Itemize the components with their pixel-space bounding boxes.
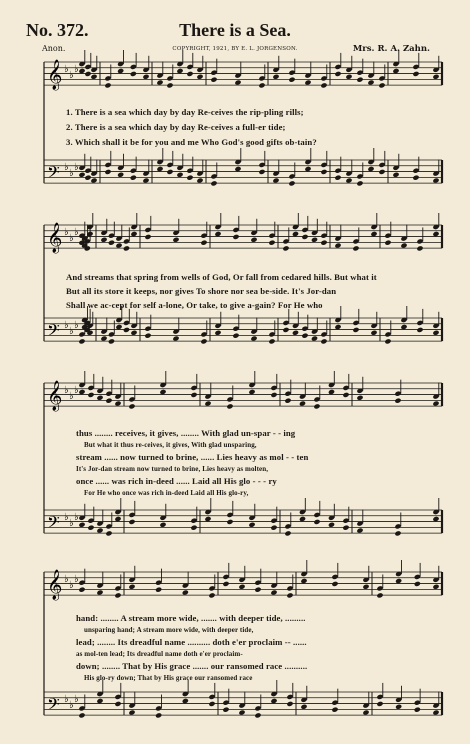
treble-clef-icon: 𝄞 (47, 223, 63, 254)
treble-clef-icon: 𝄞 (47, 60, 63, 91)
note-head (222, 581, 229, 587)
note-head (414, 581, 421, 587)
lyric-line: 3. Which shall it be for you and me Who God's good gifts ob-tain? (66, 137, 317, 147)
note-head (394, 530, 401, 536)
note-head (130, 175, 137, 181)
lyric-line: lead; ........ Its dreadful name .......... doth e'er proclaim -- ...... (76, 637, 307, 647)
note-head (166, 169, 173, 175)
lyric-line: hand: ........ A stream more wide, ....... with deeper tide, ......... (76, 613, 306, 623)
note-head (282, 245, 289, 251)
flat-icon: ♭ (64, 64, 69, 75)
note-head (334, 175, 341, 181)
bass-clef-icon: 𝄢 (47, 320, 60, 345)
note-head (384, 338, 391, 344)
lyric-line: But what it thus re-ceives, it gives, With glad unsparing, (84, 441, 257, 449)
note-head (190, 392, 197, 398)
flat-icon: ♭ (69, 518, 74, 529)
note-head (190, 525, 197, 531)
note-head (222, 707, 229, 713)
bass-clef-icon: 𝄢 (47, 162, 60, 187)
note-head (384, 240, 391, 246)
note-head (166, 82, 173, 88)
note-head (376, 592, 383, 598)
note-head (376, 701, 383, 707)
note-head (352, 327, 359, 333)
note-head (254, 587, 261, 593)
flat-icon: ♭ (74, 694, 79, 705)
note-head (378, 82, 385, 88)
note-head (144, 333, 151, 339)
lyric-line: 2. There is a sea which day by day Re-ceives a full-er tide; (66, 122, 286, 132)
flat-icon: ♭ (69, 391, 74, 402)
lyric-line: It's Jor-dan stream now turned to brine, Lies heavy as molten, (76, 465, 269, 473)
note-head (301, 333, 308, 339)
note-head (331, 581, 338, 587)
note-head (284, 398, 291, 404)
note-head (284, 530, 291, 536)
flat-icon: ♭ (64, 574, 69, 585)
note-head (412, 71, 419, 77)
note-head (394, 398, 401, 404)
note-head (128, 519, 135, 525)
note-head (84, 175, 91, 181)
note-head (78, 338, 85, 344)
lyric-line: 1. There is a sea which day by day Re-ceives the rip-pling rills; (66, 107, 304, 117)
note-head (416, 245, 423, 251)
bass-clef-icon: 𝄢 (47, 694, 60, 719)
note-head (208, 592, 215, 598)
note-head (282, 327, 289, 333)
composer: Mrs. R. A. Zahn. (352, 44, 430, 54)
flat-icon: ♭ (69, 700, 74, 711)
flat-icon: ♭ (74, 64, 79, 75)
lyric-line: once ...... was rich in-deed ...... Laid all His glo - - - ry (76, 476, 277, 486)
lyric-line: as mol-ten lead; Its dreadful name doth e'er proclaim- (76, 650, 243, 658)
note-head (87, 392, 94, 398)
flat-icon: ♭ (64, 512, 69, 523)
note-head (270, 392, 277, 398)
note-head (254, 712, 261, 718)
note-head (414, 707, 421, 713)
note-head (288, 77, 295, 83)
note-head (412, 175, 419, 181)
treble-clef-icon: 𝄞 (47, 570, 63, 601)
treble-clef-icon: 𝄞 (47, 381, 63, 412)
flat-icon: ♭ (74, 320, 79, 331)
flat-icon: ♭ (69, 233, 74, 244)
flat-icon: ♭ (69, 580, 74, 591)
note-head (352, 245, 359, 251)
note-head (226, 519, 233, 525)
flat-icon: ♭ (74, 162, 79, 173)
note-head (210, 77, 217, 83)
note-head (268, 338, 275, 344)
lyric-line: down; ........ That by His grace ....... our ransomed race .......... (76, 661, 308, 671)
note-head (313, 519, 320, 525)
note-head (114, 701, 121, 707)
copyright-line: COPYRIGHT, 1921, BY E. L. JORGENSON. (172, 46, 298, 52)
note-head (104, 82, 111, 88)
note-head (320, 169, 327, 175)
note-head (258, 82, 265, 88)
note-head (210, 180, 217, 186)
note-head (342, 392, 349, 398)
note-head (144, 234, 151, 240)
note-head (416, 327, 423, 333)
note-head (258, 169, 265, 175)
lyric-line: thus ........ receives, it gives, ........ With glad un-spar - - ing (76, 428, 296, 438)
note-head (232, 333, 239, 339)
note-head (270, 525, 277, 531)
note-head (288, 180, 295, 186)
note-head (200, 338, 207, 344)
note-head (268, 240, 275, 246)
note-head (320, 240, 327, 246)
note-head (104, 169, 111, 175)
note-head (87, 525, 94, 531)
note-head (226, 403, 233, 409)
note-head (123, 327, 130, 333)
lyric-line: And streams that spring from wells of God, Or fall from cedared hills. But what it (66, 272, 377, 282)
flat-icon: ♭ (69, 70, 74, 81)
note-head (378, 169, 385, 175)
note-head (301, 234, 308, 240)
note-head (320, 338, 327, 344)
note-head (123, 245, 130, 251)
note-head (331, 707, 338, 713)
flat-icon: ♭ (69, 168, 74, 179)
lyric-line: unsparing hand; A stream more wide, with deeper tide, (84, 626, 254, 634)
note-head (105, 530, 112, 536)
lyric-line: Shall we ac-cept for self a-lone, Or take, to give a-gain? For He who (66, 300, 323, 310)
note-head (342, 525, 349, 531)
note-head (108, 240, 115, 246)
flat-icon: ♭ (64, 162, 69, 173)
flat-icon: ♭ (64, 385, 69, 396)
flat-icon: ♭ (64, 694, 69, 705)
note-head (232, 234, 239, 240)
note-head (208, 701, 215, 707)
flat-icon: ♭ (74, 385, 79, 396)
bass-clef-icon: 𝄢 (47, 512, 60, 537)
lyric-line: But all its store it keeps, nor gives To shore nor sea be-side. It's Jor-dan (66, 286, 337, 296)
note-head (155, 712, 162, 718)
note-head (155, 587, 162, 593)
lyric-line: stream ...... now turned to brine, ...... Lies heavy as mol - - ten (76, 452, 309, 462)
flat-icon: ♭ (69, 326, 74, 337)
note-head (78, 587, 85, 593)
lyric-line: For He who once was rich in-deed Laid all His glo-ry, (84, 489, 249, 497)
hymn-number: No. 372. (26, 20, 89, 40)
note-head (108, 338, 115, 344)
note-head (128, 403, 135, 409)
note-head (114, 592, 121, 598)
note-head (356, 77, 363, 83)
note-head (186, 175, 193, 181)
flat-icon: ♭ (74, 574, 79, 585)
note-head (286, 701, 293, 707)
note-head (313, 403, 320, 409)
note-head (286, 592, 293, 598)
hymn-title: There is a Sea. (179, 20, 291, 40)
lyric-line: His glo-ry down; That by His grace our ransomed race (84, 674, 253, 682)
lyricist: Anon. (42, 44, 66, 53)
flat-icon: ♭ (64, 320, 69, 331)
flat-icon: ♭ (74, 227, 79, 238)
flat-icon: ♭ (74, 512, 79, 523)
note-head (200, 240, 207, 246)
note-head (84, 71, 91, 77)
note-head (320, 82, 327, 88)
note-head (334, 71, 341, 77)
note-head (356, 180, 363, 186)
note-head (78, 712, 85, 718)
note-head (186, 71, 193, 77)
note-head (130, 71, 137, 77)
flat-icon: ♭ (64, 227, 69, 238)
note-head (105, 398, 112, 404)
